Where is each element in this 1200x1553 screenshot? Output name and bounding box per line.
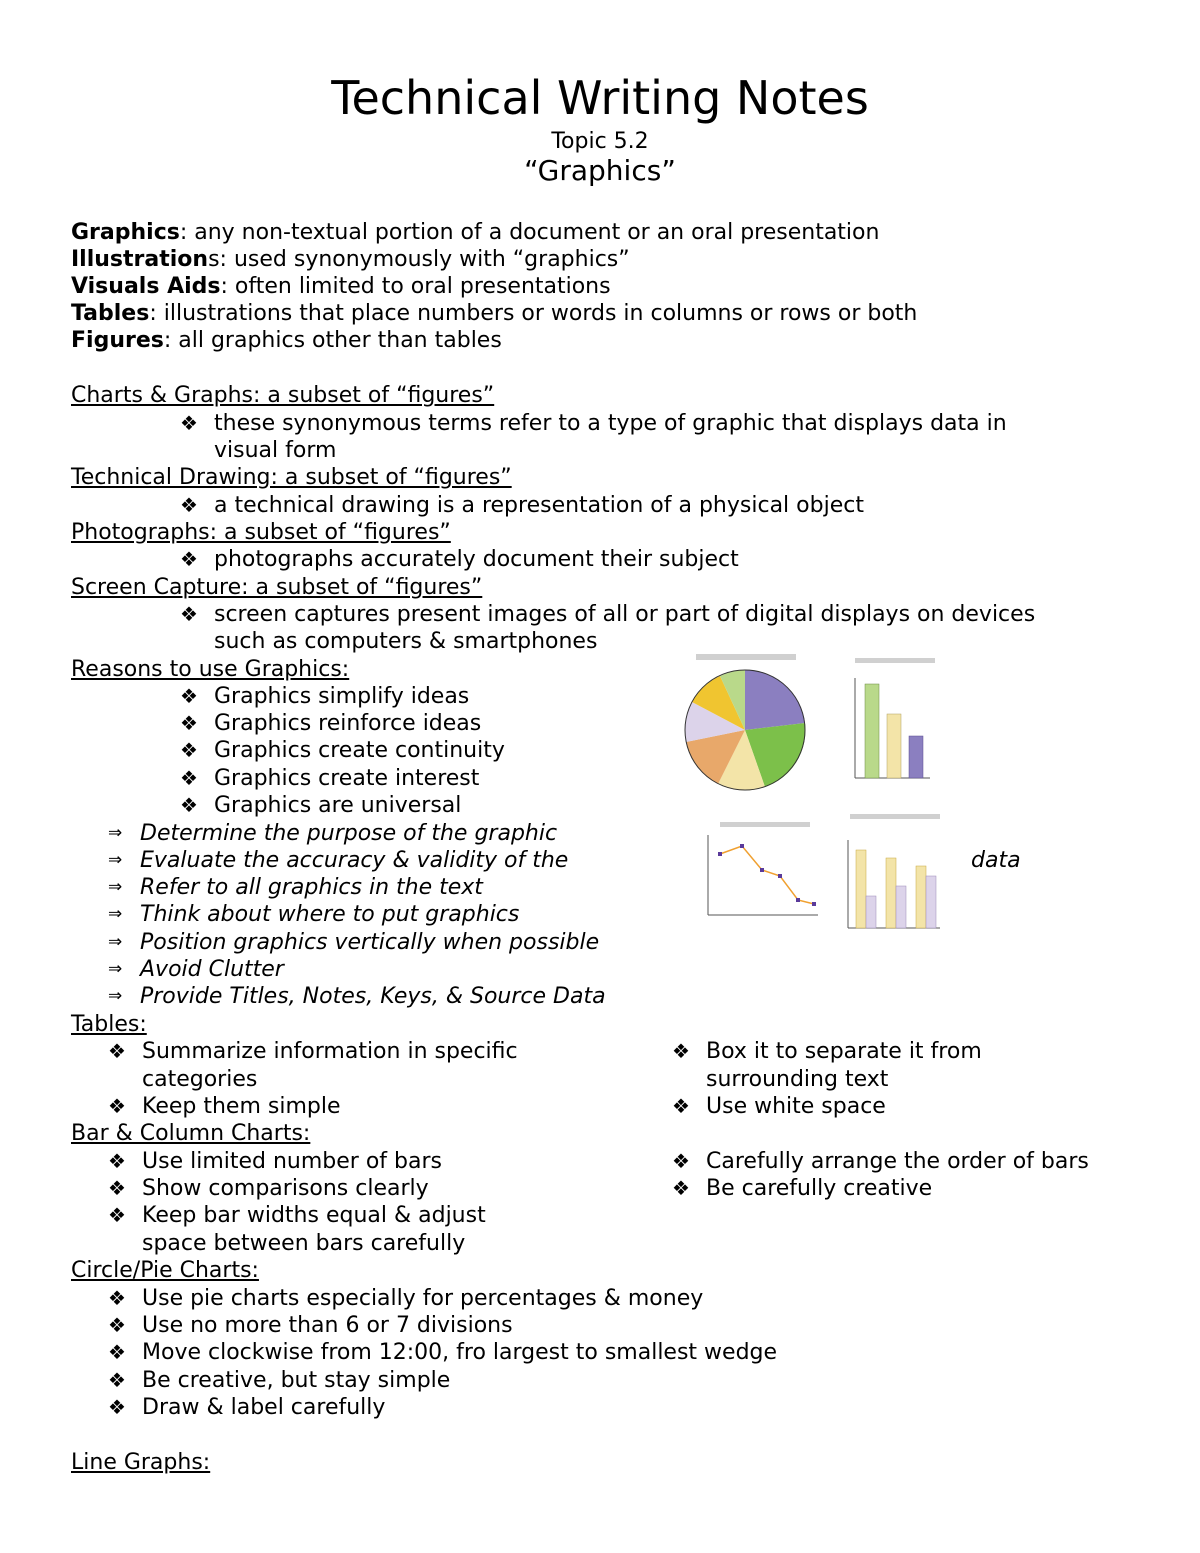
charts-bullet-line1: these synonymous terms refer to a type of graphic that displays data in — [214, 411, 1007, 436]
heading-screen-capture: Screen Capture: a subset of “figures” — [71, 575, 483, 600]
bars-item: space between bars carefully — [142, 1231, 466, 1256]
arrow-icon: ⇒ — [108, 823, 123, 843]
pie-item: Use pie charts especially for percentages & money — [142, 1286, 704, 1311]
guideline-item: Provide Titles, Notes, Keys, & Source Data — [140, 984, 606, 1009]
charts-bullet-line2: visual form — [214, 438, 337, 463]
photos-bullet: photographs accurately document their subject — [214, 547, 739, 572]
guideline-item-tail: data — [971, 848, 1021, 873]
pie-item: Draw & label carefully — [142, 1395, 386, 1420]
heading-photographs: Photographs: a subset of “figures” — [71, 520, 451, 545]
bar — [909, 736, 923, 778]
bullet-icon: ❖ — [108, 1313, 126, 1337]
tables-item: Keep them simple — [142, 1094, 341, 1119]
screen-bullet-line1: screen captures present images of all or part of digital displays on devices — [214, 602, 1036, 627]
page-subtitle: “Graphics” — [524, 154, 676, 187]
heading-bar-column: Bar & Column Charts: — [71, 1121, 311, 1146]
line-point — [796, 898, 800, 902]
definition-text: : used synonymously with “graphics” — [219, 247, 630, 272]
pie-item: Use no more than 6 or 7 divisions — [142, 1313, 513, 1338]
tables-item: Use white space — [706, 1094, 886, 1119]
bar — [866, 896, 876, 928]
guideline-item: Refer to all graphics in the text — [140, 875, 483, 900]
bullet-icon: ❖ — [180, 711, 198, 735]
bullet-icon: ❖ — [108, 1149, 126, 1173]
guideline-item: Evaluate the accuracy & validity of the — [140, 848, 569, 873]
heading-charts-graphs: Charts & Graphs: a subset of “figures” — [71, 383, 495, 408]
bullet-icon: ❖ — [180, 684, 198, 708]
bullet-icon: ❖ — [180, 766, 198, 790]
definition-text: : any non-textual portion of a document or an oral presentation — [179, 220, 880, 245]
definition-term: Graphics — [71, 220, 180, 245]
bullet-icon: ❖ — [108, 1286, 126, 1310]
bar — [886, 858, 896, 928]
bars-item: Be carefully creative — [706, 1176, 933, 1201]
definition-text: : illustrations that place numbers or words in columns or rows or both — [149, 301, 918, 326]
bullet-icon: ❖ — [180, 493, 198, 517]
grouped-title-placeholder — [850, 814, 940, 819]
line-point — [812, 902, 816, 906]
bullet-icon: ❖ — [180, 602, 198, 626]
bullet-icon: ❖ — [672, 1149, 690, 1173]
heading-tables: Tables: — [71, 1012, 147, 1037]
arrow-icon: ⇒ — [108, 850, 123, 870]
pie-slice — [745, 670, 805, 730]
bar — [887, 714, 901, 778]
line-point — [778, 874, 782, 878]
definition-figures — [71, 327, 502, 354]
reason-item: Graphics create continuity — [214, 738, 505, 763]
tables-item: Summarize information in specific — [142, 1039, 518, 1064]
definition-visual-aids — [71, 273, 611, 300]
bullet-icon: ❖ — [108, 1340, 126, 1364]
definition-illustrations — [71, 246, 630, 273]
heading-line-graphs: Line Graphs: — [71, 1450, 211, 1475]
tables-item: categories — [142, 1067, 258, 1092]
bars-item: Show comparisons clearly — [142, 1176, 429, 1201]
guideline-item: Think about where to put graphics — [140, 902, 520, 927]
definition-term-tail: s — [208, 247, 220, 272]
line-series — [720, 846, 814, 904]
bullet-icon: ❖ — [108, 1176, 126, 1200]
bullet-icon: ❖ — [672, 1176, 690, 1200]
arrow-icon: ⇒ — [108, 932, 123, 952]
screen-bullet-line2: such as computers & smartphones — [214, 629, 598, 654]
tables-item: surrounding text — [706, 1067, 889, 1092]
heading-technical-drawing: Technical Drawing: a subset of “figures” — [71, 465, 512, 490]
line-point — [760, 868, 764, 872]
arrow-icon: ⇒ — [108, 986, 123, 1006]
bullet-icon: ❖ — [108, 1203, 126, 1227]
definition-tables — [71, 300, 917, 327]
topic-label: Topic 5.2 — [551, 129, 649, 154]
definition-graphics — [71, 219, 879, 246]
line-graph-thumbnail — [708, 822, 818, 915]
arrow-icon: ⇒ — [108, 877, 123, 897]
pie-chart-thumbnail — [685, 654, 806, 790]
guideline-item: Position graphics vertically when possible — [140, 930, 600, 955]
bar — [896, 886, 906, 928]
guideline-item: Avoid Clutter — [140, 957, 284, 982]
bullet-icon: ❖ — [180, 738, 198, 762]
grouped-bar-thumbnail — [848, 814, 940, 928]
definition-term: Tables — [71, 301, 150, 326]
bar-chart-thumbnail — [855, 658, 935, 778]
bullet-icon: ❖ — [180, 547, 198, 571]
reason-item: Graphics are universal — [214, 793, 462, 818]
heading-pie-charts: Circle/Pie Charts: — [71, 1258, 259, 1283]
definition-text: : all graphics other than tables — [163, 328, 502, 353]
bar — [916, 866, 926, 928]
reason-item: Graphics reinforce ideas — [214, 711, 482, 736]
pie-item: Be creative, but stay simple — [142, 1368, 451, 1393]
heading-reasons: Reasons to use Graphics: — [71, 657, 350, 682]
bar — [865, 684, 879, 778]
bullet-icon: ❖ — [180, 411, 198, 435]
reason-item: Graphics simplify ideas — [214, 684, 470, 709]
definition-term: Visuals Aids — [71, 274, 221, 299]
bullet-icon: ❖ — [108, 1094, 126, 1118]
line-title-placeholder — [720, 822, 810, 827]
bars-item: Carefully arrange the order of bars — [706, 1149, 1089, 1174]
reason-item: Graphics create interest — [214, 766, 480, 791]
page-title: Technical Writing Notes — [331, 71, 869, 125]
bullet-icon: ❖ — [672, 1039, 690, 1063]
bullet-icon: ❖ — [108, 1368, 126, 1392]
bar — [926, 876, 936, 928]
line-point — [740, 844, 744, 848]
bullet-icon: ❖ — [108, 1395, 126, 1419]
arrow-icon: ⇒ — [108, 959, 123, 979]
bar-title-placeholder — [855, 658, 935, 663]
bars-item: Use limited number of bars — [142, 1149, 442, 1174]
bar — [856, 850, 866, 928]
bullet-icon: ❖ — [180, 793, 198, 817]
line-point — [718, 852, 722, 856]
tables-item: Box it to separate it from — [706, 1039, 982, 1064]
example-charts-figure — [670, 650, 960, 940]
arrow-icon: ⇒ — [108, 904, 123, 924]
definition-term: Illustration — [71, 247, 209, 272]
drawing-bullet: a technical drawing is a representation of a physical object — [214, 493, 864, 518]
bullet-icon: ❖ — [108, 1039, 126, 1063]
pie-item: Move clockwise from 12:00, fro largest to smallest wedge — [142, 1340, 778, 1365]
guideline-item: Determine the purpose of the graphic — [140, 821, 558, 846]
bullet-icon: ❖ — [672, 1094, 690, 1118]
definition-text: : often limited to oral presentations — [220, 274, 611, 299]
pie-title-placeholder — [696, 654, 796, 660]
definition-term: Figures — [71, 328, 164, 353]
bars-item: Keep bar widths equal & adjust — [142, 1203, 486, 1228]
